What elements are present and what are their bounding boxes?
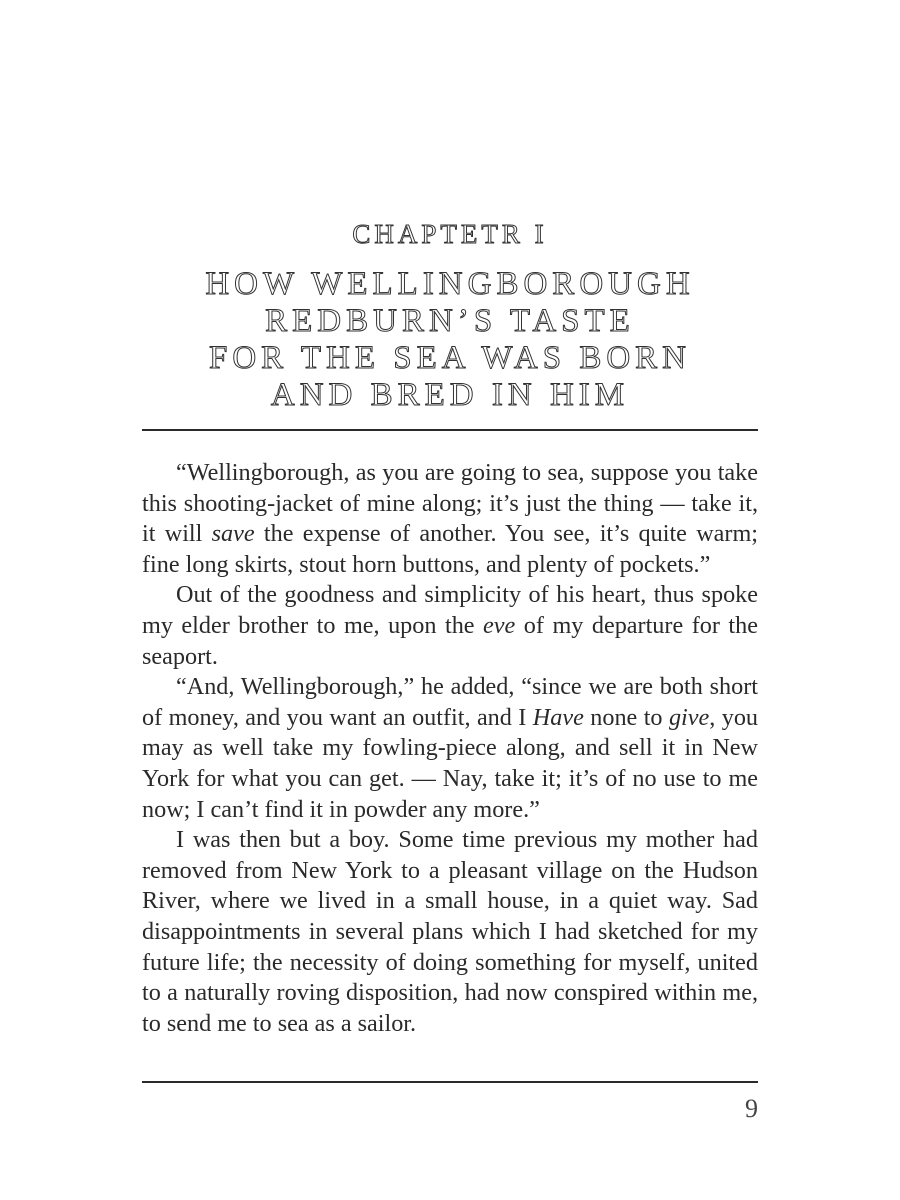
emphasized-word: save	[211, 520, 255, 548]
paragraph	[142, 580, 758, 672]
paragraph-text: , you may as well take my fowling-piece along, and sell it in New York for what you can get. — Nay, take it; it’s of no use to me now; I can’t find it in powder any more.”	[142, 703, 759, 823]
emphasized-word: give	[668, 703, 710, 731]
chapter-body	[142, 458, 758, 1039]
emphasized-word: eve	[483, 611, 516, 639]
page-number: 9	[745, 1094, 758, 1123]
chapter-number: CHAPTETR I	[352, 219, 548, 249]
paragraph	[142, 825, 758, 1039]
paragraph-text: “Wellingborough, as you are going to sea, suppose you take this shooting-jacket of mine along; it’s just the thing — take it, it will	[142, 459, 758, 548]
paragraph-text: of my departure for the seaport.	[142, 611, 758, 670]
chapter-title	[142, 266, 758, 414]
chapter-title-line: AND BRED IN HIM	[270, 377, 630, 413]
paragraph-text: “And, Wellingborough,” he added, “since we are both short of money, and you want an outfit, and I	[142, 673, 758, 731]
chapter-title-line: FOR THE SEA WAS BORN	[208, 340, 692, 376]
chapter-title-line: HOW WELLINGBOROUGH	[205, 266, 695, 302]
paragraph	[142, 672, 758, 825]
footer-divider	[142, 1081, 758, 1083]
paragraph-text: I was then but a boy. Some time previous my mother had removed from New York to a pleasant village on the Hudson River, where we lived in a small house, in a quiet way. Sad disappointments in several plans which I had sketched for my future life; the necessity of doing something for myself, united to a naturally roving disposition, had now conspired within me, to send me to sea as a sailor.	[142, 826, 758, 1037]
paragraph-text: none to	[583, 703, 669, 731]
paragraph-text: Out of the goodness and simplicity of his heart, thus spoke my elder brother to me, upon the	[142, 581, 758, 639]
paragraph-text: the expense of another. You see, it’s quite warm; fine long skirts, stout horn buttons, and plenty of pockets.”	[142, 520, 758, 578]
emphasized-word: Have	[532, 703, 584, 731]
chapter-header	[142, 212, 758, 414]
header-divider	[142, 429, 758, 431]
paragraph	[142, 458, 758, 580]
chapter-title-line: REDBURN’S TASTE	[265, 303, 635, 339]
